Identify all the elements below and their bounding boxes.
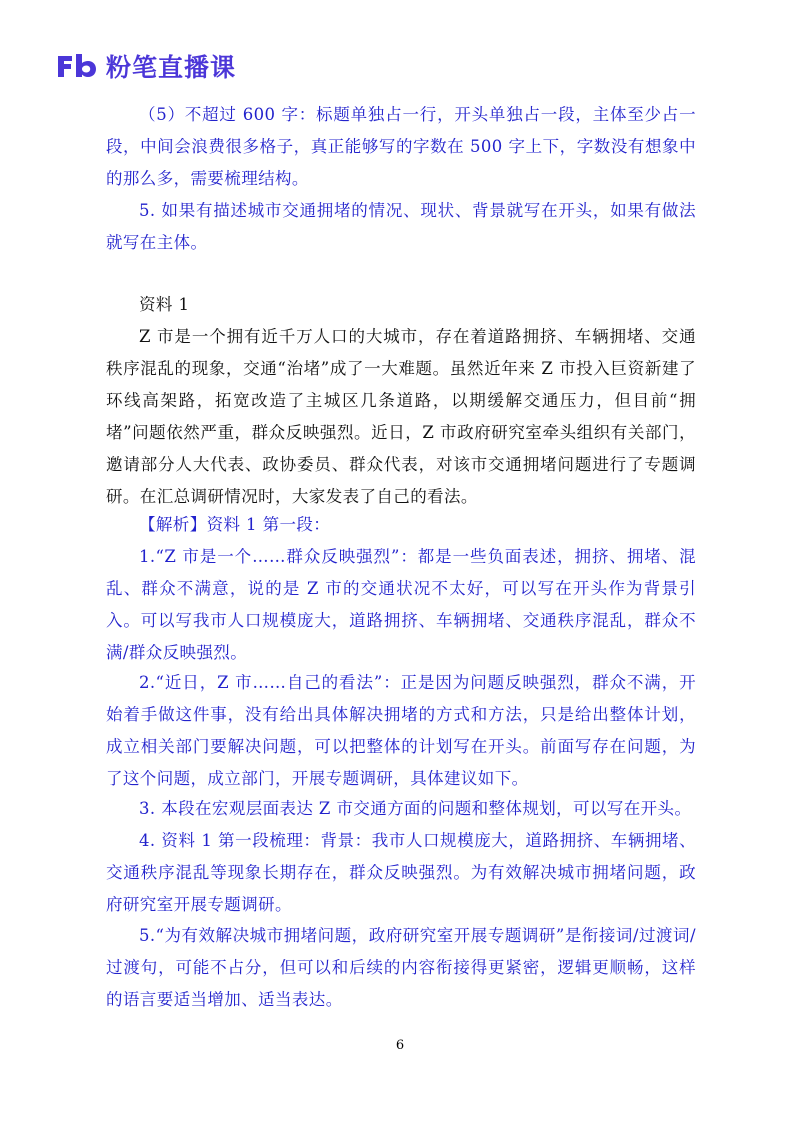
- analysis-point-3: 3. 本段在宏观层面表达 Z 市交通方面的问题和整体规划，可以写在开头。: [139, 799, 692, 818]
- page-number: 6: [395, 1038, 405, 1053]
- material-heading: 资料 1: [139, 295, 190, 314]
- analysis-point-1: 1.“Z 市是一个……群众反映强烈”：都是一些负面表述，拥挤、拥堵、混乱、群众不满意，说的是 Z 市的交通状况不太好，可以写在开头作为背景引入。可以写我市人口规模庞大，道路拥挤、车辆拥堵、交通秩序混乱，群众不满/群众反映强烈。: [106, 547, 696, 662]
- analysis-heading: 【解析】资料 1 第一段：: [139, 515, 331, 534]
- material-paragraph: Z 市是一个拥有近千万人口的大城市，存在着道路拥挤、车辆拥堵、交通秩序混乱的现象，交通“治堵”成了一大难题。虽然近年来 Z 市投入巨资新建了环线高架路，拓宽改造了主城区几条道路，以期缓解交通压力，但目前“拥堵”问题依然严重，群众反映强烈。近日，Z 市政府研究室牵头组织有关部门，邀请部分人大代表、政协委员、群众代表，对该市交通拥堵问题进行了专题调研。在汇总调研情况时，大家发表了自己的看法。: [106, 327, 696, 506]
- logo-text: 粉笔直播课: [106, 53, 237, 82]
- paragraph-placement-note: 5. 如果有描述城市交通拥堵的情况、现状、背景就写在开头，如果有做法就写在主体。: [106, 201, 696, 252]
- header-logo: [54, 50, 236, 82]
- paragraph-word-limit-note: （5）不超过 600 字：标题单独占一行，开头单独占一段，主体至少占一段，中间会浪费很多格子，真正能够写的字数在 500 字上下，字数没有想象中的那么多，需要梳理结构。: [106, 105, 696, 188]
- analysis-point-5: 5.“为有效解决城市拥堵问题，政府研究室开展专题调研”是衔接词/过渡词/过渡句，可能不占分，但可以和后续的内容衔接得更紧密，逻辑更顺畅，这样的语言要适当增加、适当表达。: [106, 926, 696, 1009]
- analysis-point-2: 2.“近日，Z 市……自己的看法”：正是因为问题反映强烈，群众不满，开始着手做这件事，没有给出具体解决拥堵的方式和方法，只是给出整体计划，成立相关部门要解决问题，可以把整体的计划写在开头。前面写存在问题，为了这个问题，成立部门，开展专题调研，具体建议如下。: [106, 673, 696, 788]
- analysis-point-4: 4. 资料 1 第一段梳理：背景：我市人口规模庞大，道路拥挤、车辆拥堵、交通秩序混乱等现象长期存在，群众反映强烈。为有效解决城市拥堵问题，政府研究室开展专题调研。: [106, 831, 696, 914]
- fb-logo-icon: [54, 52, 98, 80]
